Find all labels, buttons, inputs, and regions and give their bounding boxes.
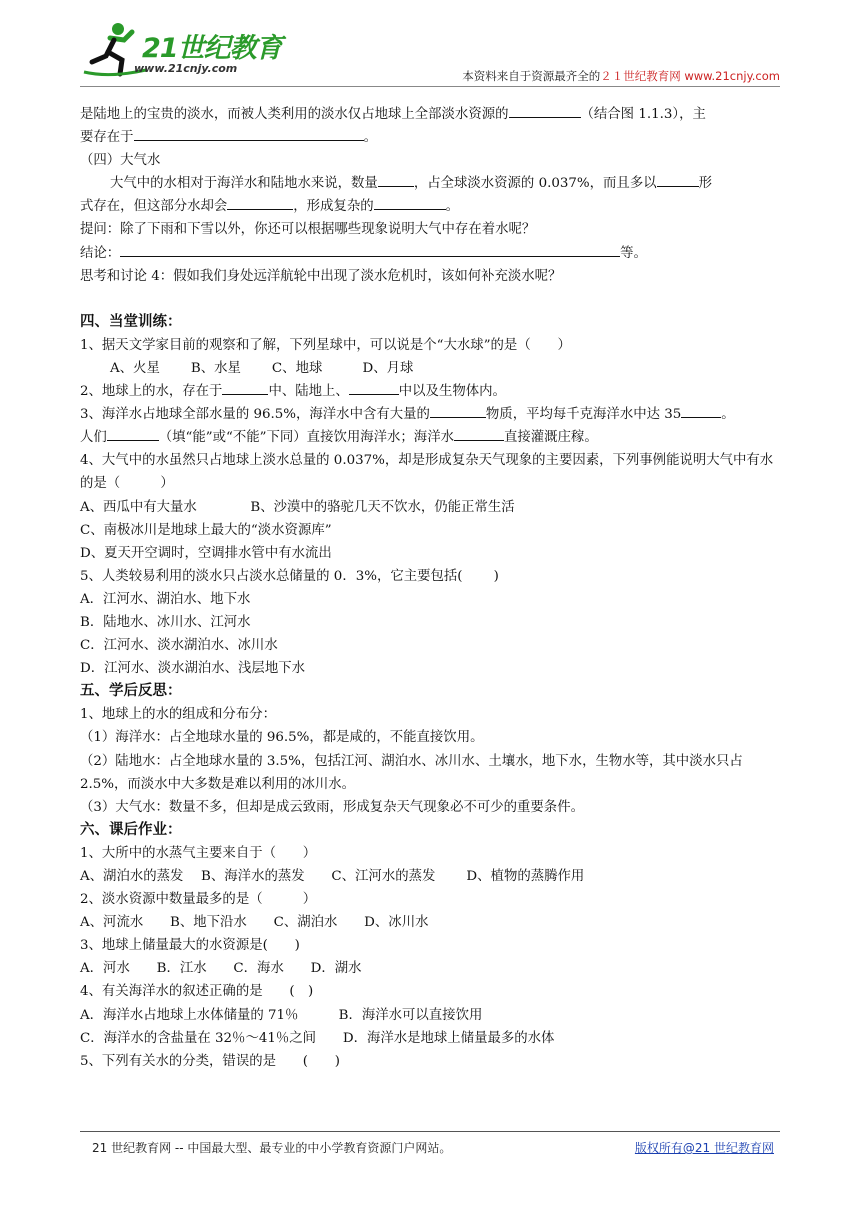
footer-tagline: 21 世纪教育网 -- 中国最大型、最专业的中小学教育资源门户网站。	[92, 1141, 452, 1155]
text-line	[80, 126, 780, 149]
text: 。	[721, 407, 735, 423]
fill-blank[interactable]	[430, 403, 486, 418]
logo-wordmark: 21世纪教育	[142, 33, 282, 64]
text: 要存在于	[80, 130, 134, 146]
text-line	[80, 172, 780, 195]
text: 人们	[80, 430, 107, 446]
question-text: 4、大气中的水虽然只占地球上淡水总量的 0.037%，却是形成复杂天气现象的主要因素，下列事例能说明大气中有水的是（ ）	[80, 453, 774, 492]
text: 。	[363, 130, 377, 146]
text-line	[80, 380, 780, 403]
subsection-title: （四）大气水	[80, 153, 161, 169]
source-site-name[interactable]: ２１世纪教育网	[600, 69, 681, 83]
reflection-text: （3）大气水：数量不多，但却是成云致雨，形成复杂天气现象必不可少的重要条件。	[80, 799, 584, 815]
text: 。	[445, 199, 460, 215]
question-options: A．海洋水占地球上水体储量的 71％ B．海洋水可以直接饮用	[80, 1007, 483, 1023]
logo-url: www.21cnjy.com	[134, 62, 238, 75]
text-line	[80, 103, 780, 126]
text: 2、地球上的水，存在于	[80, 384, 223, 400]
document-body	[80, 103, 780, 1073]
section-heading: 五、学后反思：	[80, 683, 182, 700]
text-line	[80, 426, 780, 449]
discussion-prompt: 思考和讨论 4：假如我们身处远洋航轮中出现了淡水危机时，该如何补充淡水呢？	[80, 268, 562, 284]
text: 中、陆地上、	[268, 384, 349, 400]
page-header	[80, 18, 780, 86]
text: （结合图 1.1.3），主	[580, 107, 706, 122]
text: 大气中的水相对于海洋水和陆地水来说，数量	[110, 176, 378, 192]
header-divider	[80, 86, 780, 87]
fill-blank[interactable]	[454, 426, 504, 441]
source-site-url[interactable]: www.21cnjy.com	[684, 69, 780, 83]
fill-blank[interactable]	[657, 172, 699, 187]
question-text: 3、地球上储量最大的水资源是( )	[80, 938, 300, 954]
text: 直接灌溉庄稼。	[503, 430, 598, 446]
text: ，形成复杂的	[293, 199, 374, 215]
question-options: A、河流水 B、地下沿水 C、湖泊水 D、冰川水	[80, 915, 429, 931]
question-option: D、夏天开空调时，空调排水管中有水流出	[80, 545, 332, 561]
question-option: C、南极冰川是地球上最大的“淡水资源库”	[80, 522, 332, 538]
question-text: 1、大所中的水蒸气主要来自于（ ）	[80, 845, 317, 861]
text: 等。	[620, 245, 647, 261]
question-text: 5、人类较易利用的淡水只占淡水总储量的 0．3%，它主要包括( )	[80, 568, 499, 584]
reflection-text: （2）陆地水：占全地球水量的 3.5%，包括江河、湖泊水、冰川水、土壤水，地下水，生物水等，其中淡水只占 2.5%，而淡水中大多数是难以利用的冰川水。	[80, 753, 743, 792]
text: 是陆地上的宝贵的淡水，而被人类利用的淡水仅占地球上全部淡水资源的	[80, 107, 509, 122]
source-notice	[462, 68, 780, 84]
question-options: C．海洋水的含盐量在 32％～41％之间 D．海洋水是地球上储量最多的水体	[80, 1030, 555, 1046]
fill-blank[interactable]	[134, 126, 364, 141]
question-option: C．江河水、淡水湖泊水、冰川水	[80, 638, 278, 654]
text-line	[80, 195, 780, 218]
text-line	[80, 242, 780, 265]
question-options: A、湖泊水的蒸发 B、海洋水的蒸发 C、江河水的蒸发 D、植物的蒸腾作用	[80, 869, 585, 884]
question-option: A、西瓜中有大量水 B、沙漠中的骆驼几天不饮水，仍能正常生活	[80, 499, 515, 515]
question-text: 5、下列有关水的分类，错误的是 ( )	[80, 1053, 340, 1069]
fill-blank[interactable]	[227, 195, 293, 210]
fill-blank[interactable]	[509, 103, 581, 118]
footer-copyright-link[interactable]: 版权所有@21 世纪教育网	[634, 1141, 774, 1155]
text: （填“能”或“不能”下同）直接饮用海洋水；海洋水	[158, 430, 454, 446]
text: 式存在，但这部分水却会	[80, 199, 228, 215]
fill-blank[interactable]	[107, 426, 159, 441]
text-line	[80, 403, 780, 426]
question-options: A．河水 B．江水 C．海水 D．湖水	[80, 961, 362, 977]
question-option: D．江河水、淡水湖泊水、浅层地下水	[80, 661, 305, 677]
fill-blank[interactable]	[120, 242, 620, 257]
text: 中以及生物体内。	[398, 384, 506, 400]
text: ，占全球淡水资源的 0.037%，而且多以	[413, 176, 657, 192]
fill-blank[interactable]	[374, 195, 446, 210]
fill-blank[interactable]	[681, 403, 721, 418]
fill-blank[interactable]	[222, 380, 268, 395]
section-heading: 六、课后作业：	[80, 821, 182, 838]
fill-blank[interactable]	[378, 172, 414, 187]
section-heading: 四、当堂训练：	[80, 313, 182, 330]
text: 3、海洋水占地球全部水量的 96.5%，海洋水中含有大量的	[80, 407, 430, 423]
text: 物质，平均每千克海洋水中达 35	[485, 407, 682, 423]
question-prompt: 提问：除了下雨和下雪以外，你还可以根据哪些现象说明大气中存在着水呢？	[80, 222, 536, 238]
question-text: 4、有关海洋水的叙述正确的是 ( )	[80, 984, 314, 1000]
source-prefix: 本资料来自于资源最齐全的	[462, 69, 601, 83]
question-option: A．江河水、湖泊水、地下水	[80, 591, 251, 607]
site-logo[interactable]	[80, 18, 310, 84]
footer-divider	[80, 1131, 780, 1132]
spacer	[80, 288, 780, 311]
fill-blank[interactable]	[349, 380, 399, 395]
question-option: B．陆地水、冰川水、江河水	[80, 614, 251, 630]
reflection-text: 1、地球上的水的组成和分布分：	[80, 707, 276, 723]
question-options: A、火星 B、水星 C、地球 D、月球	[110, 360, 414, 376]
question-text: 1、据天文学家目前的观察和了解，下列星球中，可以说是个“大水球”的是（ ）	[80, 337, 571, 353]
reflection-text: （1）海洋水：占全地球水量的 96.5%，都是咸的，不能直接饮用。	[80, 730, 484, 746]
text: 形	[698, 176, 712, 192]
text: 结论：	[80, 245, 121, 261]
question-text: 2、淡水资源中数量最多的是（ ）	[80, 892, 317, 908]
